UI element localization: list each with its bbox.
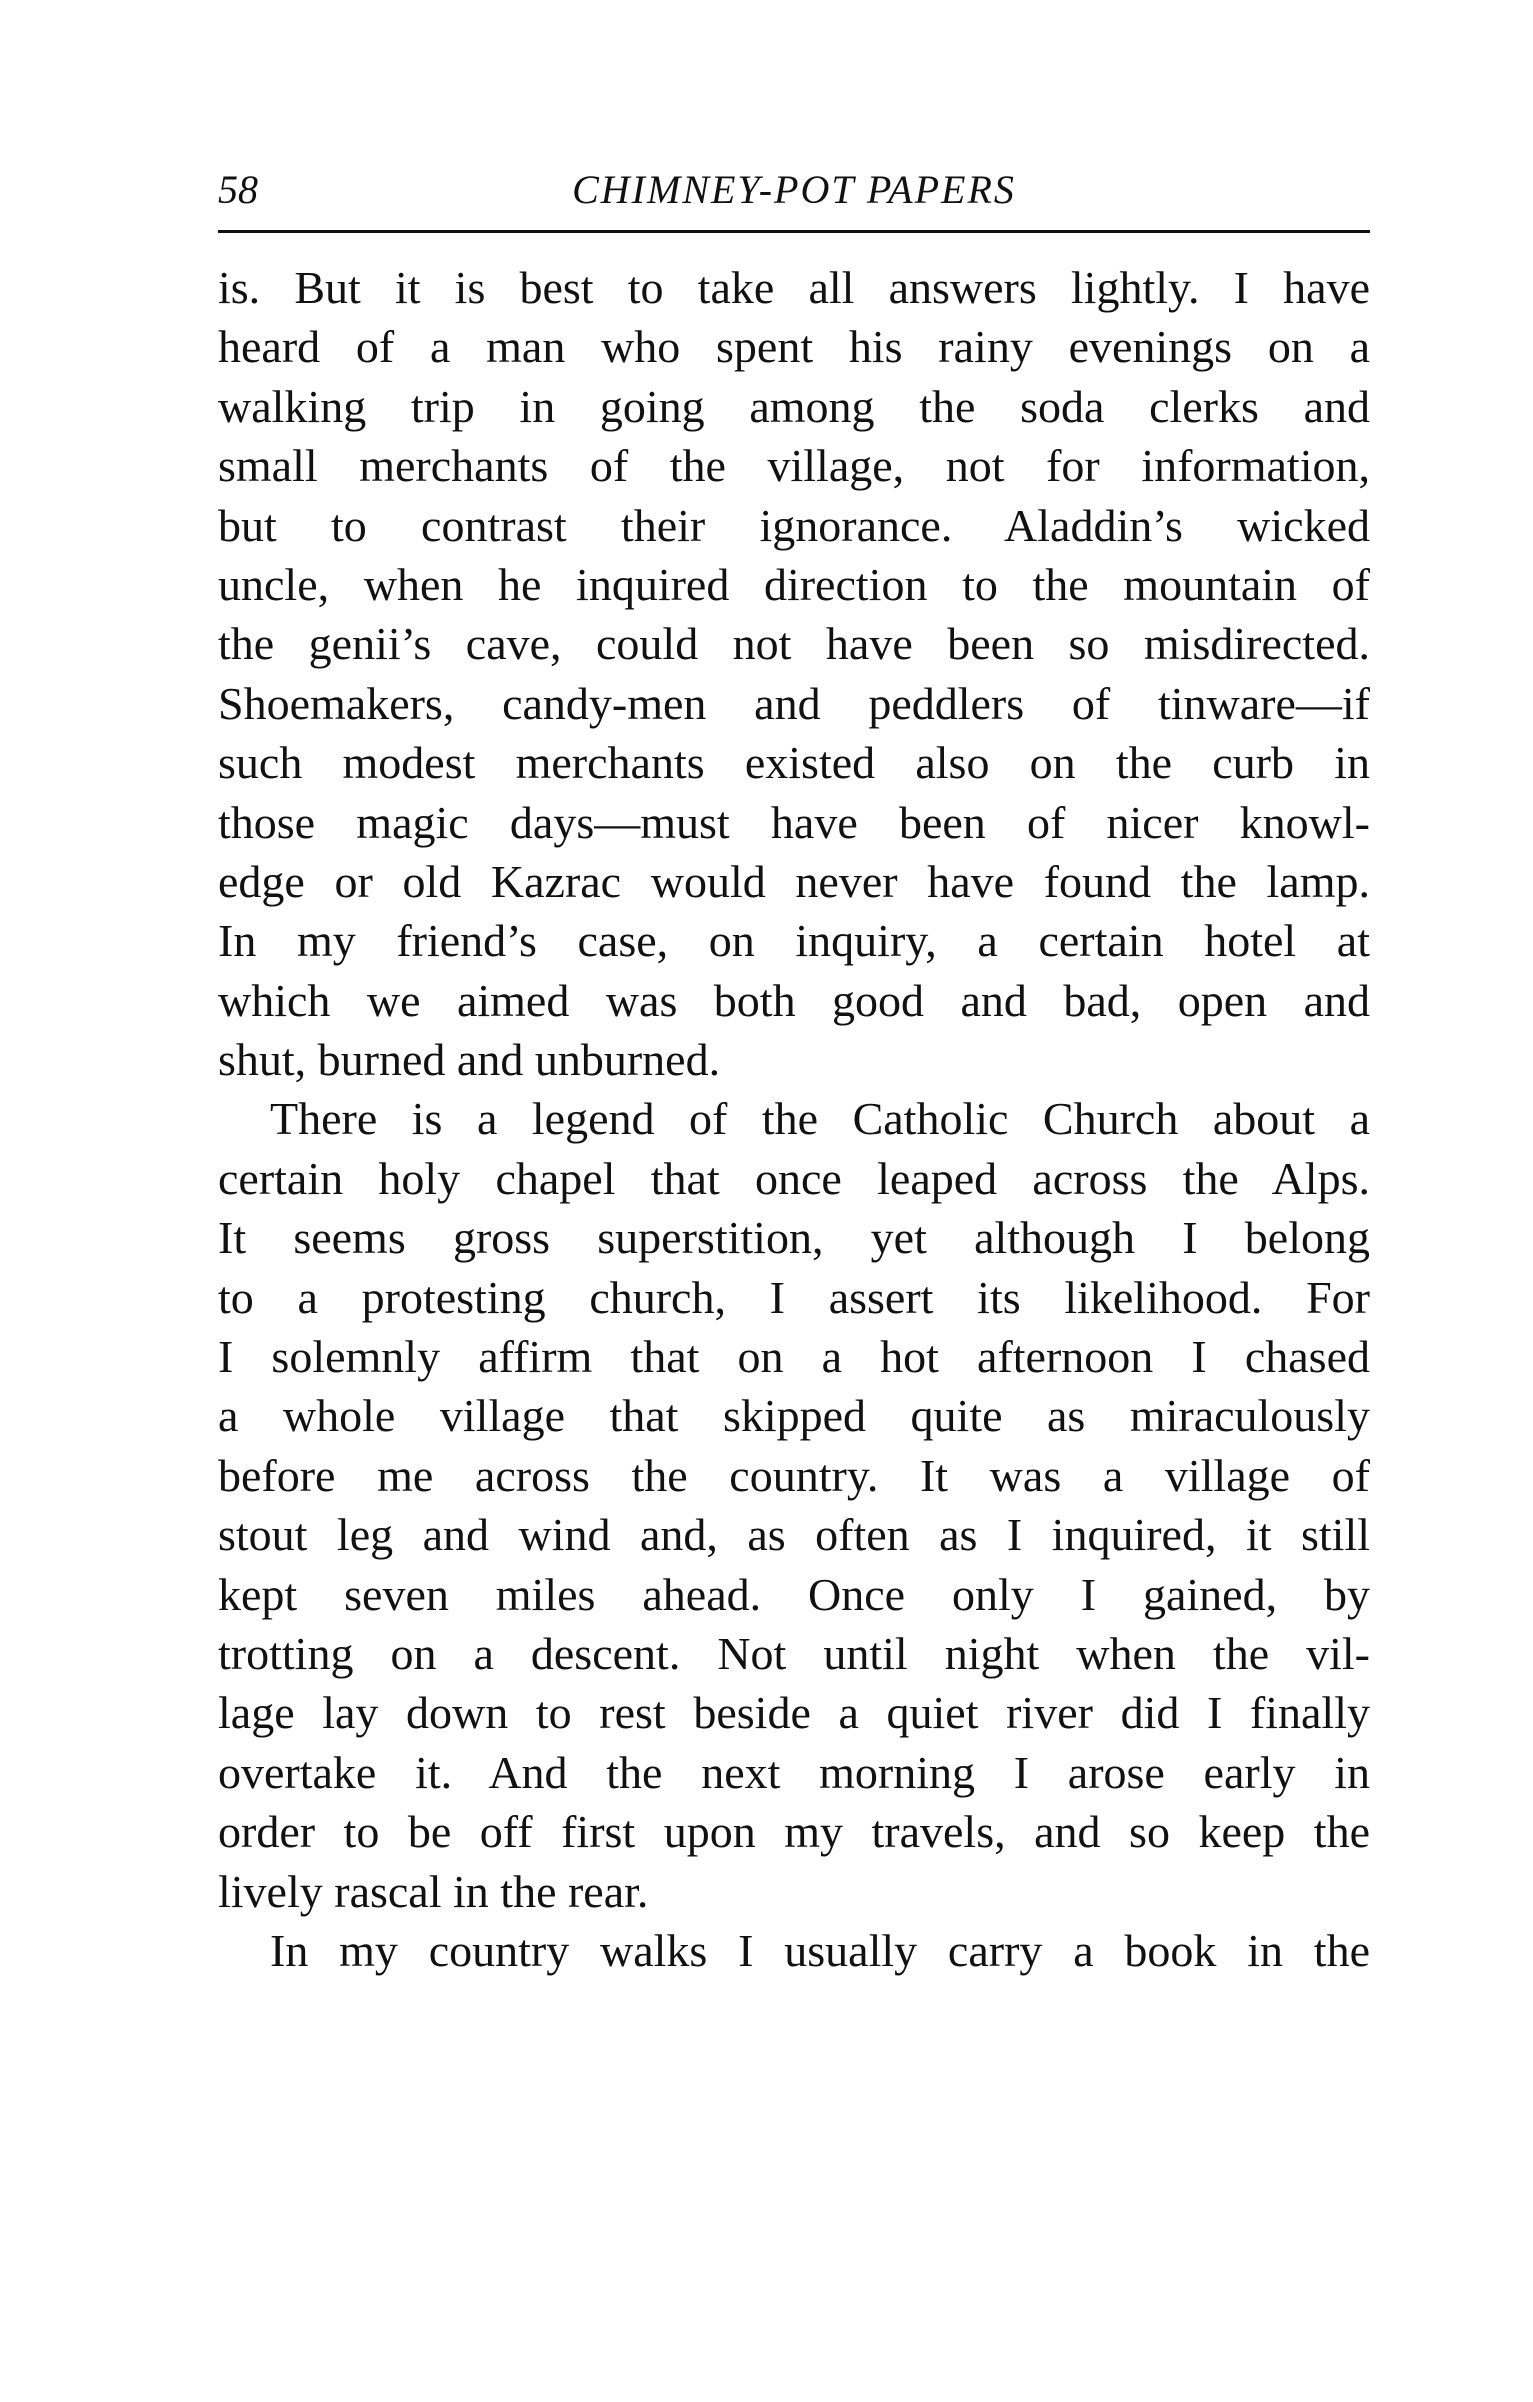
- text-line: It seems gross superstition, yet although I belong: [218, 1212, 1370, 1264]
- page-header: [218, 160, 1370, 220]
- text-line: kept seven miles ahead. Once only I gained, by: [218, 1568, 1370, 1620]
- text-line: those magic days—must have been of nicer knowl-: [218, 796, 1370, 848]
- text-line: lage lay down to rest beside a quiet river did I finally: [218, 1687, 1370, 1739]
- text-line: In my friend’s case, on inquiry, a certain hotel at: [218, 915, 1370, 967]
- text-line: order to be off first upon my travels, and so keep the: [218, 1806, 1370, 1858]
- running-title: CHIMNEY-POT PAPERS: [572, 167, 1016, 212]
- text-line: stout leg and wind and, as often as I inquired, it still: [218, 1509, 1370, 1561]
- text-line: such modest merchants existed also on the curb in: [218, 737, 1370, 789]
- text-line: to a protesting church, I assert its likelihood. For: [218, 1271, 1370, 1323]
- text-line: the genii’s cave, could not have been so misdirected.: [218, 618, 1370, 670]
- text-line: heard of a man who spent his rainy evenings on a: [218, 321, 1370, 373]
- text-line: certain holy chapel that once leaped across the Alps.: [218, 1152, 1370, 1204]
- text-line: shut, burned and unburned.: [218, 1034, 721, 1086]
- text-line: a whole village that skipped quite as miraculously: [218, 1390, 1370, 1442]
- text-line: before me across the country. It was a village of: [218, 1449, 1370, 1501]
- text-line: uncle, when he inquired direction to the mountain of: [218, 558, 1370, 610]
- text-line: lively rascal in the rear.: [218, 1865, 649, 1917]
- text-line: but to contrast their ignorance. Aladdin’s wicked: [218, 499, 1370, 551]
- text-line: trotting on a descent. Not until night when the vil-: [218, 1627, 1370, 1679]
- text-line: I solemnly affirm that on a hot afternoon I chased: [218, 1331, 1370, 1383]
- page-number: 58: [218, 167, 258, 212]
- text-line: which we aimed was both good and bad, open and: [218, 974, 1370, 1026]
- text-line: walking trip in going among the soda clerks and: [218, 380, 1370, 432]
- text-line: small merchants of the village, not for information,: [218, 440, 1370, 492]
- text-line: Shoemakers, candy-men and peddlers of tinware—if: [218, 677, 1370, 729]
- text-line: is. But it is best to take all answers lightly. I have: [218, 262, 1370, 313]
- text-line: overtake it. And the next morning I arose early in: [218, 1746, 1370, 1798]
- text-line: In my country walks I usually carry a book in the: [270, 1924, 1370, 1976]
- header-rule: [218, 230, 1370, 233]
- text-line: edge or old Kazrac would never have found the lamp.: [218, 855, 1370, 907]
- body-text: [218, 258, 1370, 1980]
- text-line: There is a legend of the Catholic Church about a: [270, 1093, 1370, 1145]
